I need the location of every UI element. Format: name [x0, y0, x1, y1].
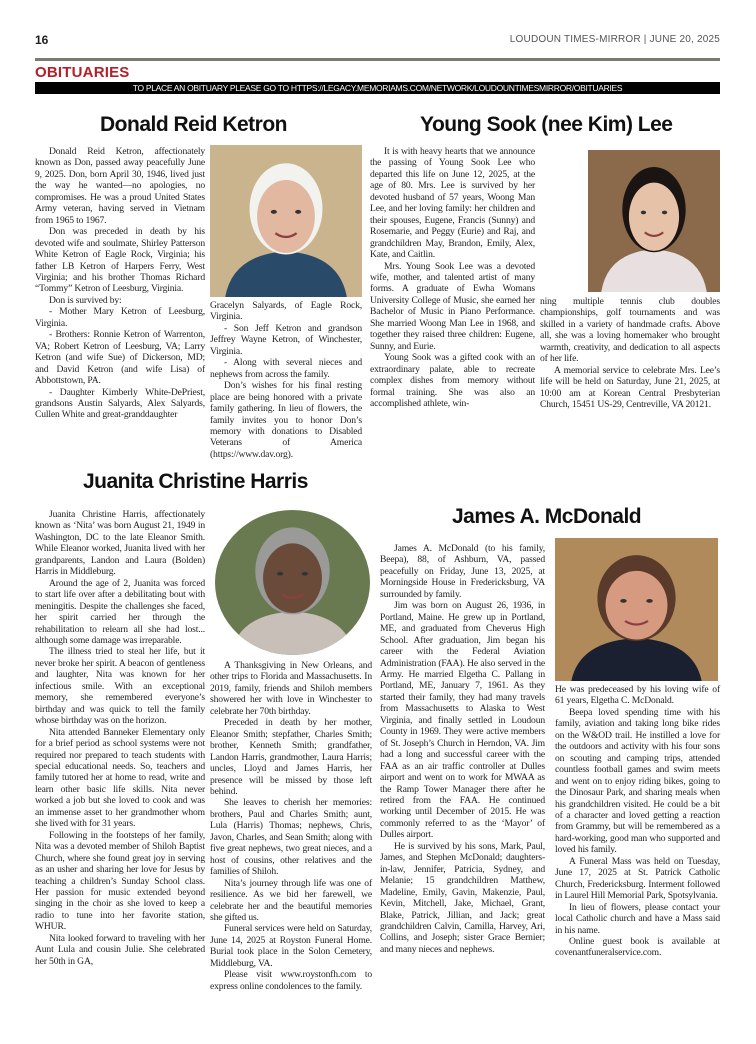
page-number: 16 — [35, 33, 49, 47]
obituary-paragraph: Funeral services were held on Saturday, June 14, 2025 at Royston Funeral Home. Burial took place in the Solon Cemetery, Middleburg, VA. — [210, 923, 372, 969]
obituary-column — [210, 660, 372, 992]
obituary-paragraph: A memorial service to celebrate Mrs. Lee’s life will be held on Saturday, June 21, 2025, at 10:00 am at Korean Central Presbyterian Church, 15451 US-29, Centreville, VA 20121. — [540, 364, 720, 411]
portrait-photo-mcdonald — [555, 538, 718, 681]
obituary-paragraph: - Son Jeff Ketron and grandson Jeffrey Wayne Ketron, of Winchester, Virginia. — [210, 322, 362, 357]
obituary-paragraph: Following in the footsteps of her family, Nita was a devoted member of Shiloh Baptist Church, where she found great joy in serving as an usher and sharing her love for Jesus by teaching a children’s Sunday School class. Her passion for music extended beyond singing in the choir as she loved to keep a radio to tune into her favorite station, WHUR. — [35, 829, 205, 933]
section-title: OBITUARIES — [35, 64, 130, 81]
obituary-paragraph: - Brothers: Ronnie Ketron of Warrenton, VA; Robert Ketron of Leesburg, VA; Larry Ketron (and wife Sue) of Dickerson, MD; and David Ketron (and wife Lisa) of Abbottstown, PA. — [35, 329, 205, 387]
obituary-column — [540, 296, 720, 411]
obituary-paragraph: - Daughter Kimberly White-DePriest, grandsons Austin Salyards, Alex Salyards, Cullen White and great-granddaughter — [35, 386, 205, 421]
obituary-paragraph: Don was preceded in death by his devoted wife and soulmate, Shirley Patterson White Ketron of Eagle Rock, Virginia; his father LB Ketron of Harpers Ferry, West Virginia; and his brother Thomas Richard “Tommy” Ketron of Leesburg, Virginia. — [35, 226, 205, 295]
portrait-photo-lee — [588, 150, 720, 292]
obituary-paragraph: James A. McDonald (to his family, Beepa), 88, of Ashburn, VA, passed peacefully on Friday, June 13, 2025, at Morningside House in Fredericksburg, VA surrounded by family. — [380, 543, 545, 600]
obituary-column — [380, 543, 545, 955]
obituary-title-harris: Juanita Christine Harris — [83, 470, 308, 493]
obituary-paragraph: Online guest book is available at covenantfuneralservice.com. — [555, 935, 720, 959]
obituary-paragraph: Don is survived by: — [49, 294, 122, 306]
obituary-paragraph: The illness tried to steal her life, but it never broke her spirit. A beacon of gentleness and laughter, Nita was known for her infectious smile. With an exceptional memory, she remembered everyone’s birthday and was quick to tell the family whose birthday was on the horizon. — [35, 646, 205, 727]
obituary-paragraph: Around the age of 2, Juanita was forced to start life over after a debilitating bout with meningitis. Despite the challenges she faced, her spirit carried her through the rehabilitation to relearn all she had lost... although some damage was irreparable. — [35, 577, 205, 646]
obituary-paragraph: Gracelyn Salyards, of Eagle Rock, Virginia. — [210, 300, 362, 323]
obituary-paragraph: Don’s wishes for his final resting place are being honored with a private family gathering. In lieu of flowers, the family invites you to honor Don’s memory with donations to Disabled Veterans of America (https://www.dav.org). — [210, 380, 362, 460]
masthead-date: LOUDOUN TIMES-MIRROR | JUNE 20, 2025 — [509, 34, 720, 45]
obituary-submission-banner[interactable]: TO PLACE AN OBITUARY PLEASE GO TO HTTPS://LEGACY.MEMORIAMS.COM/NETWORK/LOUDOUNTIMESMIRROR/OBITUARIES — [35, 82, 720, 94]
obituary-paragraph: Preceded in death by her mother, Eleanor Smith; stepfather, Charles Smith; brother, Kenneth Smith; grandfather, Landon Harris, grandmother, Laura Harris; uncles, Lloyd and James Harris, her presence will be missed by those left behind. — [210, 717, 372, 797]
obituary-title-ketron: Donald Reid Ketron — [100, 113, 288, 136]
obituary-paragraph: A Funeral Mass was held on Tuesday, June 17, 2025 at St. Patrick Catholic Church, Fredericksburg. Interment followed in Laurel Hill Memorial Park, Spotsylvania. — [555, 855, 720, 902]
obituary-column — [370, 146, 535, 409]
obituary-column — [35, 509, 205, 967]
obituary-paragraph: Beepa loved spending time with his family, aviation and taking long bike rides on the W&OD trail. He instilled a love for the outdoors and activity with his four sons on scouting and camping trips, attended countless football games and swim meets and went on to enjoy riding bikes, going to the Dinosaur Park, and sharing meals when his grandchildren visited. He could be a bit of a character and loved getting a reaction from Grammy, but will be remembered as a hard-working, good man who supported and loved his family. — [555, 706, 720, 856]
portrait-photo-ketron — [210, 145, 362, 297]
obituary-paragraph: Mrs. Young Sook Lee was a devoted wife, mother, and talented artist of many forms. A graduate of Ewha Womans University College of Music, she earned her Bachelor of Music in Piano Performance. She married Woong Man Lee in 1968, and together they raised three children: Eugene, Sunny, and Eurie. — [370, 260, 535, 352]
obituary-paragraph: Nita attended Banneker Elementary only for a brief period as school systems were not required nor prepared to teach students with special educational needs. So, teachers and family tutored her at home to read, write and learn other basic life skills. Nita never worked a job but she loved to cook and was an immense asset to her grandmother whom she lived with for 31 years. — [35, 726, 205, 830]
obituary-paragraph: Nita looked forward to traveling with her Aunt Lula and cousin Julie. She celebrated her 50th in GA, — [35, 932, 205, 967]
obituary-paragraph: It is with heavy hearts that we announce the passing of Young Sook Lee who departed this life on June 12, 2025, at the age of 80. Mrs. Lee is survived by her devoted husband of 57 years, Woong Man Lee, and her loving family: her children and their spouses, Eugene, Francis (Sunny) and Rosemarie, and Peggy (Eurie) and Raj, and grandchildren May, Brandon, Emily, Alex, Kate, and Caitlin. — [370, 146, 535, 261]
obituary-paragraph: A Thanksgiving in New Orleans, and other trips to Florida and Massachusetts. In 2019, family, friends and Shiloh members showered her with love in Winchester to celebrate her 70th birthday. — [210, 660, 372, 717]
portrait-image — [215, 510, 370, 655]
obituary-paragraph: She leaves to cherish her memories: brothers, Paul and Charles Smith; aunt, Lula (Harris) Thomas; nephews, Chris, Javon, Charles, and Sean Smith; along with five great nephews, two great nieces, and a host of cousins, other relatives and the families of Shiloh. — [210, 797, 372, 878]
obituary-paragraph: Jim was born on August 26, 1936, in Portland, Maine. He grew up in Portland, ME, and graduated from Cheverus High School. After graduation, Jim began his career with the Federal Aviation Administration (FAA). He also served in the Army. He married Elgetha C. Pallang in Portland, ME, January 7, 1961. As they started their family, they had many travels from Massachusetts to Alaska to West Virginia, and finally settled in Loudoun County in 1969. They were active members of St. Joseph’s Church in Herndon, VA. Jim had a long and successful career with the FAA as an air traffic controller at Dulles airport and went on to work for MWAA as the Ramp Tower Manager there after he retired from the FAA. He continued working until December of 2015. He was commonly referred to as the ‘Mayor’ of Dulles airport. — [380, 600, 545, 841]
obituary-paragraph: He was predeceased by his loving wife of 61 years, Elgetha C. McDonald. — [555, 684, 720, 707]
obituary-title-mcdonald: James A. McDonald — [452, 505, 642, 528]
obituary-column — [555, 684, 720, 959]
obituary-paragraph: Young Sook was a gifted cook with an extraordinary palate, able to recreate complex dishes from memory without formal training. She was also an accomplished athlete, win- — [370, 352, 535, 409]
obituary-paragraph: Donald Reid Ketron, affectionately known as Don, passed away peacefully June 9, 2025. Don, born April 30, 1946, lived just the way he wanted—no apologies, no compromises. He was a proud United States Army veteran, having served in Vietnam from 1965 to 1967. — [35, 146, 205, 226]
obituary-paragraph: In lieu of flowers, please contact your local Catholic church and have a Mass said in his name. — [555, 901, 720, 936]
portrait-photo-harris — [215, 510, 370, 655]
obituary-paragraph: He is survived by his sons, Mark, Paul, James, and Stephen McDonald; daughters-in-law, Jennifer, Patricia, Sydney, and Melanie; 15 grandchildren Matthew, Madeline, Emily, Gavin, Makenzie, Paul, Kevin, Mitchell, Jake, Michael, Grant, Blake, Patrick, Jillian, and Jack; great grandchildren Calvin, Camilla, Harvey, Ari, Collins, and Joseph; sister Grace Bernier; and many nieces and nephews. — [380, 840, 545, 955]
obituary-paragraph: - Mother Mary Ketron of Leesburg, Virginia. — [35, 306, 205, 329]
obituary-paragraph: Nita’s journey through life was one of resilience. As we bid her farewell, we celebrate her and the beautiful memories she gifted us. — [210, 877, 372, 923]
obituary-paragraph: - Along with several nieces and nephews from across the family. — [210, 357, 362, 380]
portrait-image — [210, 145, 362, 297]
portrait-image — [555, 538, 718, 681]
obituary-paragraph: Please visit www.roystonfh.com to express online condolences to the family. — [210, 969, 372, 992]
obituary-column — [210, 300, 362, 460]
header-rule — [35, 58, 720, 61]
obituary-paragraph: ning multiple tennis club doubles championships, golf tournaments and was skilled in a variety of handmade crafts. Above all, she was a loving homemaker who brought warmth, creativity, and dedication to all aspects of her life. — [540, 296, 720, 365]
obituary-column — [35, 146, 205, 421]
obituary-paragraph: Juanita Christine Harris, affectionately known as ‘Nita’ was born August 21, 1949 in Washington, DC to the late Eleanor Smith. While Eleanor worked, Juanita lived with her grandparents, Landon and Laura (Bolden) Harris in Middleburg. — [35, 509, 205, 578]
obituary-title-lee: Young Sook (nee Kim) Lee — [420, 113, 673, 136]
portrait-image — [588, 150, 720, 292]
